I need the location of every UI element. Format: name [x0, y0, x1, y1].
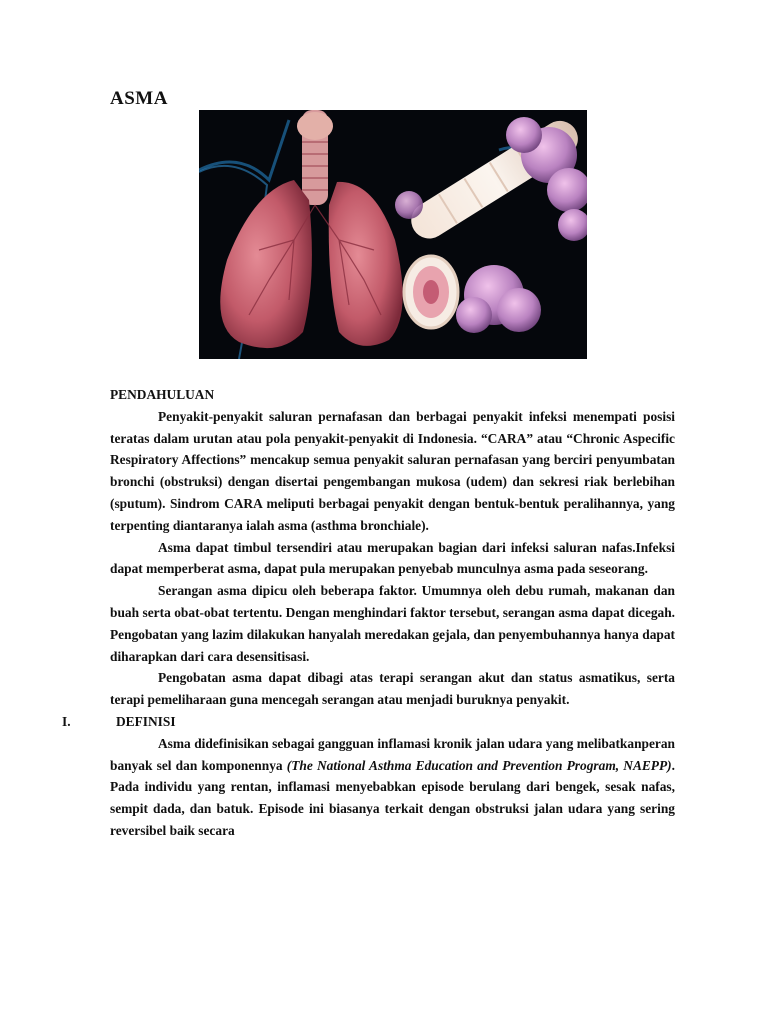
intro-paragraph-4: Pengobatan asma dapat dibagi atas terapi serangan akut dan status asmatikus, serta terapi pemeliharaan guna mencegah serangan atau menjadi buruknya penyakit.	[110, 670, 675, 708]
document-body	[62, 384, 675, 842]
definition-paragraph	[110, 733, 675, 842]
intro-paragraph-3: Serangan asma dipicu oleh beberapa faktor. Umumnya oleh debu rumah, makanan dan buah serta obat-obat tertentu. Dengan menghindari faktor tersebut, serangan asma dapat dicegah. Pengobatan yang lazim dilakukan hanyalah meredakan gejala, dan penyembuhannya hanya dapat diharapkan dari cara desensitisasi.	[110, 583, 675, 664]
definition-text-start: Asma didefinisikan sebagai gangguan inflamasi kronik jalan udara yang melibatkanperan banyak sel dan komponennya	[110, 735, 675, 773]
document-title: ASMA	[110, 88, 168, 109]
lungs-illustration	[199, 110, 587, 359]
lungs-icon	[199, 110, 587, 359]
section-title: DEFINISI	[116, 713, 176, 729]
definition-citation: (The National Asthma Education and Prevention Program, NAEPP)	[286, 757, 672, 773]
intro-paragraph-2: Asma dapat timbul tersendiri atau merupakan bagian dari infeksi saluran nafas.Infeksi dapat memperberat asma, dapat pula merupakan penyebab munculnya asma pada seseorang.	[110, 539, 675, 577]
definition-text-end: . Pada individu yang rentan, inflamasi menyebabkan episode berulang dari bengek, sesak nafas, sempit dada, dan batuk. Episode ini biasanya terkait dengan obstruksi jalan udara yang sering reversibel baik secara	[110, 757, 675, 838]
intro-paragraph-1: Penyakit-penyakit saluran pernafasan dan berbagai penyakit infeksi menempati posisi teratas dalam urutan atau pola penyakit-penyakit di Indonesia. “CARA” atau “Chronic Aspecific Respiratory Affections” mencakup semua penyakit saluran pernafasan yang berciri penyumbatan bronchi (obstruksi) dengan disertai pengembangan mukosa (udem) dan sekresi riak berlebihan (sputum). Sindrom CARA meliputi berbagai penyakit dengan bentuk-bentuk peralihannya, yang terpenting diantaranya ialah asma (asthma bronchiale).	[110, 408, 675, 533]
section-heading	[62, 711, 675, 733]
section-number: I.	[62, 713, 71, 729]
intro-heading: PENDAHULUAN	[110, 387, 215, 402]
